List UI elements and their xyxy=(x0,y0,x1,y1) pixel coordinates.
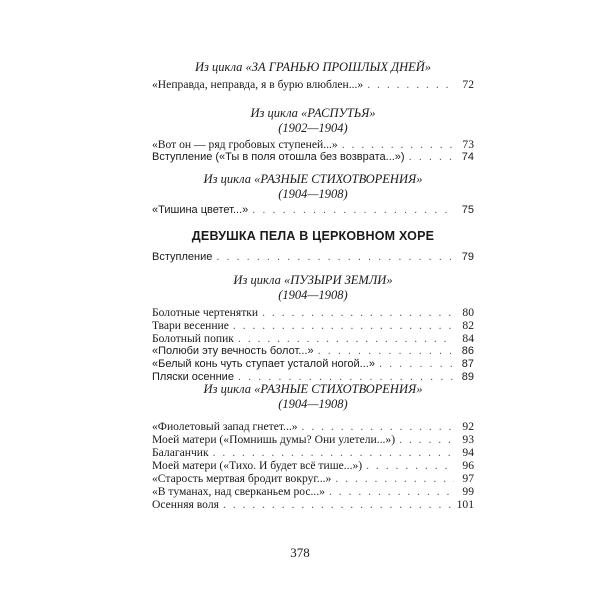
toc-entry-page: 87 xyxy=(461,358,474,370)
toc-entry xyxy=(152,433,474,446)
toc-entry-page: 96 xyxy=(462,459,474,472)
dot-leader xyxy=(366,459,454,472)
toc-entry-page: 89 xyxy=(461,371,474,383)
section-heading-text: Из цикла «ПУЗЫРИ ЗЕМЛИ» xyxy=(233,273,393,287)
toc-entry-title: Вступление («Ты в поля отошла без возврата...») xyxy=(152,151,405,163)
toc-entry-page: 80 xyxy=(462,306,474,319)
dot-leader xyxy=(329,485,454,498)
toc-entry xyxy=(152,138,474,151)
toc-entry xyxy=(152,151,474,164)
section-heading-text: Из цикла «РАЗНЫЕ СТИХОТВОРЕНИЯ» xyxy=(203,172,423,186)
dot-leader xyxy=(262,306,454,319)
dot-leader xyxy=(367,78,454,91)
toc-entry xyxy=(152,472,474,485)
toc-entry-title: Моей матери («Помнишь думы? Они улетели...») xyxy=(152,433,396,446)
toc-entry xyxy=(152,204,474,217)
toc-entry-page: 84 xyxy=(462,332,474,345)
toc-entry-title: «Неправда, неправда, я в бурю влюблен...» xyxy=(152,78,364,91)
page-number: 378 xyxy=(290,545,310,560)
toc-entry-title: Вступление xyxy=(152,251,213,263)
toc-entry-title: «Фиолетовый запад гнетет...» xyxy=(152,420,298,433)
toc-entry-title: Моей матери («Тихо. И будет всё тише...») xyxy=(152,459,363,472)
toc-entry-title: Твари весенние xyxy=(152,319,229,332)
toc-entry-page: 97 xyxy=(462,472,474,485)
dot-leader xyxy=(223,498,453,511)
toc-entry xyxy=(152,251,474,264)
toc-entry xyxy=(152,306,474,319)
dot-leader xyxy=(302,420,454,433)
section-heading xyxy=(152,172,474,202)
dot-leader xyxy=(216,251,454,264)
section-heading xyxy=(152,273,474,303)
toc-entry xyxy=(152,319,474,332)
toc-entry-title: Болотные чертенятки xyxy=(152,306,259,319)
toc-entry xyxy=(152,459,474,472)
toc-entry-page: 72 xyxy=(462,78,474,91)
toc-entry xyxy=(152,345,474,358)
toc-entry-title: «Старость мертвая бродит вокруг...» xyxy=(152,472,332,485)
section-heading-text: Из цикла «РАСПУТЬЯ» xyxy=(250,106,376,120)
toc-entry-title: «В туманах, над сверканьем рос...» xyxy=(152,485,325,498)
toc-entry xyxy=(152,332,474,345)
toc-entry-title: Пляски осенние xyxy=(152,371,234,383)
toc-entry-title: «Белый конь чуть ступает усталой ногой...» xyxy=(152,358,375,370)
dot-leader xyxy=(233,319,454,332)
toc-entry xyxy=(152,358,474,371)
toc-entry-title: Осенняя воля xyxy=(152,498,219,511)
toc-entry-page: 73 xyxy=(462,138,474,151)
toc-entry-title: «Тишина цветет...» xyxy=(152,204,249,216)
section-years: (1902—1904) xyxy=(278,121,348,135)
toc-entry xyxy=(152,498,474,511)
dot-leader xyxy=(335,472,454,485)
toc-entry xyxy=(152,485,474,498)
section-heading-text: Из цикла «РАЗНЫЕ СТИХОТВОРЕНИЯ» xyxy=(203,382,423,396)
toc-entry-title: Болотный попик xyxy=(152,332,234,345)
dot-leader xyxy=(213,446,454,459)
toc-entry-title: Балаганчик xyxy=(152,446,209,459)
part-title: ДЕВУШКА ПЕЛА В ЦЕРКОВНОМ ХОРЕ xyxy=(191,229,435,243)
section-heading xyxy=(152,106,474,136)
dot-leader xyxy=(238,332,454,345)
toc-entry-page: 82 xyxy=(462,319,474,332)
dot-leader xyxy=(379,358,454,371)
toc-entry-page: 86 xyxy=(461,345,474,357)
toc-entry-page: 99 xyxy=(462,485,474,498)
toc-entry-page: 79 xyxy=(461,251,474,263)
toc-entry-page: 92 xyxy=(462,420,474,433)
toc-entry xyxy=(152,78,474,91)
section-years: (1904—1908) xyxy=(278,187,348,201)
toc-entry-page: 74 xyxy=(461,151,474,163)
toc-entry-page: 93 xyxy=(462,433,474,446)
toc-entry-page: 101 xyxy=(456,498,474,511)
section-heading xyxy=(152,382,474,412)
toc-entry xyxy=(152,420,474,433)
toc-entry-page: 75 xyxy=(461,204,474,216)
dot-leader xyxy=(252,204,454,217)
toc-entry-page: 94 xyxy=(462,446,474,459)
dot-leader xyxy=(409,151,454,164)
section-heading-text: Из цикла «ЗА ГРАНЬЮ ПРОШЛЫХ ДНЕЙ» xyxy=(194,60,432,74)
section-heading xyxy=(152,60,474,75)
section-years: (1904—1908) xyxy=(278,288,348,302)
dot-leader xyxy=(318,345,454,358)
toc-entry xyxy=(152,446,474,459)
toc-entry-title: «Вот он — ряд гробовых ступеней...» xyxy=(152,138,338,151)
toc-entry-title: «Полюби эту вечность болот...» xyxy=(152,345,314,357)
section-years: (1904—1908) xyxy=(278,397,348,411)
dot-leader xyxy=(342,138,454,151)
dot-leader xyxy=(399,433,454,446)
